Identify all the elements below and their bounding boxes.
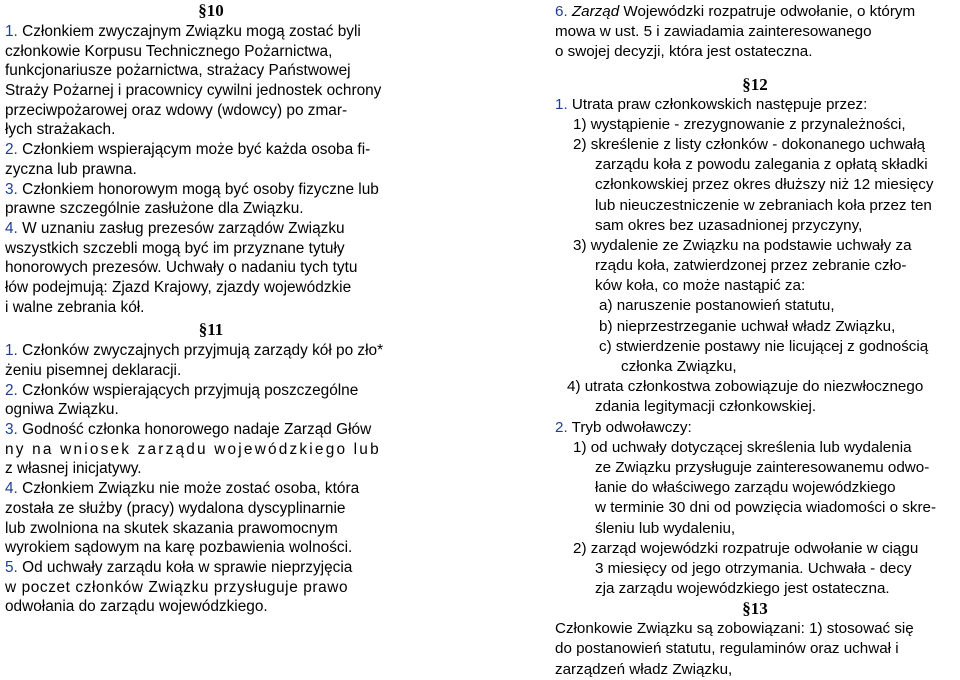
line-text: Członkowie Związku są zobowiązani: 1) stosować się <box>555 620 914 638</box>
text-line <box>5 160 417 180</box>
line-text: została ze służby (pracy) wydalona dyscyplinarnie <box>5 499 346 517</box>
line-text: 3 miesięcy od jego otrzymania. Uchwała - decy <box>595 559 912 577</box>
line-text: z własnej inicjatywy. <box>5 460 142 478</box>
line-text: ze Związku przysługuje zainteresowanemu odwo- <box>595 458 930 476</box>
section-11-continued <box>555 2 955 63</box>
line-text: odwołania do zarządu wojewódzkiego. <box>5 598 268 616</box>
text-line <box>5 239 417 259</box>
section-11-heading: §11 <box>198 320 224 340</box>
paragraph-number: 5. <box>5 558 18 576</box>
text-line <box>555 256 955 276</box>
line-text: łów podejmują: Zjazd Krajowy, zjazdy wojewódzkie <box>5 278 352 296</box>
section-13-heading: §13 <box>742 599 768 619</box>
text-line <box>5 101 417 121</box>
text-line <box>555 377 955 397</box>
text-line <box>5 42 417 62</box>
paragraph-number: 3. <box>5 421 18 439</box>
text-line <box>555 519 955 539</box>
text-line <box>555 619 955 639</box>
line-text: funkcjonariusze pożarnictwa, strażacy Państwowej <box>5 62 351 80</box>
paragraph-number: 1. <box>5 23 18 40</box>
text-line <box>555 337 955 357</box>
text-line <box>555 95 955 115</box>
paragraph-number: 4. <box>5 480 18 498</box>
line-text: Członkiem honorowym mogą być osoby fizyczne lub <box>17 180 379 198</box>
text-line <box>5 597 417 617</box>
line-text: członkowskiej przez okres dłuższy niż 12 miesięcy <box>595 176 934 194</box>
line-text: Od uchwały zarządu koła w sprawie nieprzyjęcia <box>17 558 353 576</box>
text-line <box>555 115 955 135</box>
line-text: Członkiem Związku nie może zostać osoba, która <box>17 480 360 498</box>
paragraph-number: 3. <box>5 180 18 198</box>
text-line <box>5 278 417 298</box>
line-text: mowa w ust. 5 i zawiadamia zainteresowanego <box>555 23 872 41</box>
text-line <box>555 2 955 22</box>
text-line <box>555 155 955 175</box>
section-10-heading: §10 <box>198 1 224 20</box>
text-line <box>555 196 955 216</box>
text-line <box>5 22 417 42</box>
line-text: prawne szczególnie zasłużone dla Związku. <box>5 200 304 218</box>
line-text: sam okres bez uzasadnionej przyczyny, <box>595 216 863 234</box>
text-line <box>555 317 955 337</box>
line-text: lub nieuczestniczenie w zebraniach koła przez ten <box>595 196 932 214</box>
line-text: o swojej decyzji, która jest ostateczna. <box>555 43 813 61</box>
line-text: Członkiem wspierającym może być każda osoba fi- <box>17 141 371 159</box>
text-line <box>5 558 417 578</box>
text-line <box>5 538 417 558</box>
text-line <box>555 236 955 256</box>
text-line <box>5 140 417 160</box>
section-12-heading: §12 <box>742 74 768 94</box>
text-line <box>555 418 955 438</box>
italic-word: Zarząd <box>567 3 620 20</box>
text-line <box>5 258 417 278</box>
paragraph-number: 6. <box>555 3 568 20</box>
text-line <box>555 458 955 478</box>
line-text: a) naruszenie postanowień statutu, <box>599 297 835 315</box>
text-line <box>5 479 417 499</box>
text-line <box>5 219 417 239</box>
line-text: wyrokiem sądowym na karę pozbawienia wolności. <box>5 539 353 557</box>
line-text: zdania legitymacji członkowskiej. <box>595 398 817 416</box>
line-text: Członków zwyczajnych przyjmują zarządy kół po zło* <box>17 342 384 360</box>
line-text: 3) wydalenie ze Związku na podstawie uchwały za <box>573 236 912 254</box>
text-line <box>5 361 417 381</box>
text-line <box>555 357 955 377</box>
paragraph-number: 1. <box>5 342 18 360</box>
text-line <box>555 216 955 236</box>
line-text: lub zwolniona na skutek skazania prawomocnym <box>5 519 338 537</box>
paragraph-number: 2. <box>5 141 18 159</box>
text-line <box>5 120 417 140</box>
text-line <box>555 438 955 458</box>
text-line <box>5 81 417 101</box>
text-line <box>5 381 417 401</box>
text-line <box>5 400 417 420</box>
text-line <box>5 298 417 318</box>
text-line <box>555 296 955 316</box>
text-line <box>5 519 417 539</box>
text-line <box>5 180 417 200</box>
line-text: Straży Pożarnej i pracownicy cywilni jednostek ochrony <box>5 82 382 100</box>
text-line <box>5 199 417 219</box>
line-text: Członków wspierających przyjmują poszczególne <box>17 381 359 399</box>
line-text: honorowych prezesów. Uchwały o nadaniu tych tytu <box>5 259 358 277</box>
paragraph-number: 4. <box>5 219 18 237</box>
right-column <box>555 0 955 680</box>
line-text: 2) skreślenie z listy członków - dokonanego uchwałą <box>573 135 926 153</box>
text-line <box>5 499 417 519</box>
line-text: zarządzeń władz Związku, <box>555 660 733 678</box>
text-line <box>555 579 955 599</box>
text-line <box>5 578 417 598</box>
text-line <box>555 559 955 579</box>
text-line <box>555 660 955 680</box>
section-11-body <box>5 341 417 617</box>
text-line <box>5 420 417 440</box>
line-text: w poczet członków Związku przysługuje prawo <box>5 578 349 596</box>
line-text: 1) od uchwały dotyczącej skreślenia lub wydalenia <box>573 438 912 456</box>
text-line <box>5 459 417 479</box>
section-13-body <box>555 619 955 680</box>
paragraph-number: 1. <box>555 95 568 113</box>
text-line <box>5 440 417 460</box>
line-text: przeciwpożarowej oraz wdowy (wdowcy) po zmar- <box>5 101 348 119</box>
line-text: Członkiem zwyczajnym Związku mogą zostać byli <box>17 23 361 40</box>
line-text: 2) zarząd wojewódzki rozpatruje odwołanie w ciągu <box>573 539 919 557</box>
line-text: W uznaniu zasług prezesów zarządów Związku <box>17 219 345 237</box>
paragraph-number: 2. <box>555 418 568 436</box>
text-line <box>5 341 417 361</box>
section-10-body <box>5 22 417 317</box>
line-text: zja zarządu wojewódzkiego jest ostateczna. <box>595 580 890 598</box>
section-12-body <box>555 95 955 600</box>
text-line <box>555 276 955 296</box>
line-text: Utrata praw członkowskich następuje przez: <box>567 95 868 113</box>
line-text: ogniwa Związku. <box>5 401 119 419</box>
line-text: wszystkich szczebli mogą być im przyznane tytuły <box>5 239 345 257</box>
left-column <box>5 0 417 617</box>
line-text: b) nieprzestrzeganie uchwał władz Związku, <box>599 317 896 335</box>
line-text: żeniu pisemnej deklaracji. <box>5 362 182 379</box>
line-text: c) stwierdzenie postawy nie licującej z godnością <box>599 337 929 355</box>
text-line <box>555 478 955 498</box>
line-text: i walne zebrania kół. <box>5 298 145 316</box>
line-text: zyczna lub prawna. <box>5 160 137 178</box>
text-line <box>555 639 955 659</box>
line-text: do postanowień statutu, regulaminów oraz uchwał i <box>555 640 899 658</box>
line-text: 4) utrata członkostwa zobowiązuje do niezwłocznego <box>567 378 924 396</box>
line-text: członkowie Korpusu Technicznego Pożarnictwa, <box>5 42 333 60</box>
paragraph-number: 2. <box>5 381 18 399</box>
line-text: Wojewódzki rozpatruje odwołanie, o którym <box>619 3 916 20</box>
line-text: członka Związku, <box>621 358 737 375</box>
line-text: w terminie 30 dni od powzięcia wiadomości o skre- <box>595 499 937 517</box>
line-text: zarządu koła z powodu zalegania z opłatą składki <box>595 156 928 174</box>
line-text: śleniu lub wydaleniu, <box>595 519 736 537</box>
text-line <box>555 42 955 62</box>
line-text: łanie do właściwego zarządu wojewódzkiego <box>595 479 896 497</box>
text-line <box>555 135 955 155</box>
text-line <box>555 397 955 417</box>
text-line <box>555 539 955 559</box>
line-text: łych strażakach. <box>5 121 116 139</box>
text-line <box>555 498 955 518</box>
line-text: 1) wystąpienie - zrezygnowanie z przynależności, <box>573 115 906 133</box>
text-line <box>5 61 417 81</box>
line-text: Tryb odwoławczy: <box>567 418 692 436</box>
line-text: ny na wniosek zarządu wojewódzkiego lub <box>5 440 381 458</box>
line-text: rządu koła, zatwierdzonej przez zebranie czło- <box>595 257 907 275</box>
text-line <box>555 175 955 195</box>
line-text: ków koła, co może nastąpić za: <box>595 277 806 295</box>
line-text: Godność członka honorowego nadaje Zarząd Głów <box>17 421 372 439</box>
text-line <box>555 22 955 42</box>
